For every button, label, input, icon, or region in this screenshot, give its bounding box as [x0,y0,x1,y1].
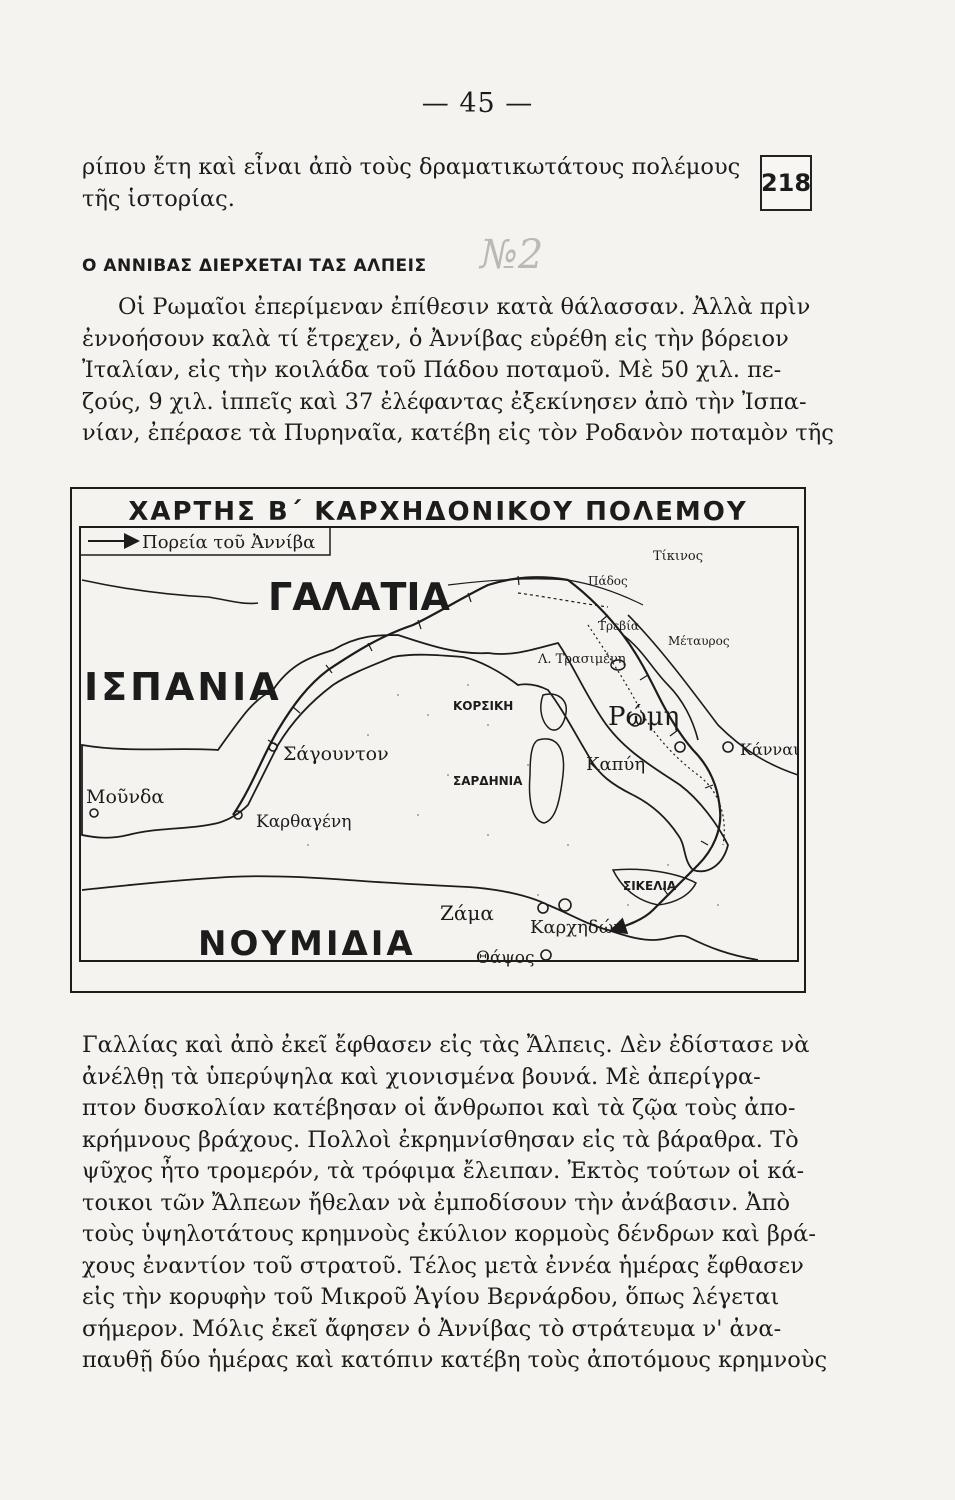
text-line: χους ἐναντίον τοῦ στρατοῦ. Τέλος μετὰ ἐννέα ἡμέρας ἔφθασεν [82,1252,804,1279]
text-line: ἀνέλθῃ τὰ ὑπερύψηλα καὶ χιονισμένα βουνά. Μὲ ἀπερίγρα- [82,1063,761,1090]
text-line: ζούς, 9 χιλ. ἱππεῖς καὶ 37 ἐλέφαντας ἐξεκίνησεν ἀπὸ τὴν Ἰσπα- [82,388,807,415]
handwritten-note: №2 [480,232,544,278]
map-legend-text: Πορεία τοῦ Ἀννίβα [142,532,316,553]
label-galatia: ΓΑΛΑΤΙΑ [268,575,450,619]
text-line: σήμερον. Μόλις ἐκεῖ ἄφησεν ὁ Ἀννίβας τὸ στράτευμα ν' ἀνα- [82,1315,782,1342]
text-line: Οἱ Ρωμαῖοι ἐπερίμεναν ἐπίθεσιν κατὰ θάλασσαν. Ἀλλὰ πρὶν [118,294,811,320]
text-line: τοὺς ὑψηλοτάτους κρημνοὺς ἐκύλιον κορμοὺς δένδρων καὶ βρά- [82,1221,816,1247]
text-line: Γαλλίας καὶ ἀπὸ ἐκεῖ ἔφθασεν εἰς τὰς Ἄλπεις. Δὲν ἐδίστασε νὰ [82,1032,810,1058]
label-korsiki: ΚΟΡΣΙΚΗ [453,699,514,713]
label-zama: Ζάμα [440,901,494,925]
label-karthagena: Καρθαγένη [256,812,352,832]
bay-of-biscay-coast [82,580,258,603]
text-line: ἐννοήσουν καλὰ τί ἔτρεχεν, ὁ Ἀννίβας εὑρέθη εἰς τὴν βόρειον [82,325,789,352]
label-trevia: Τρεβία [598,619,640,633]
text-line: ψῦχος ἦτο τρομερόν, τὰ τρόφιμα ἔλειπαν. Ἐκτὸς τούτων οἱ κά- [82,1158,805,1184]
historical-map [68,485,808,995]
label-thapsos: Θάψος [476,948,535,968]
label-trasimini: Λ. Τρασιμένη [538,652,626,667]
label-kannai: Κάνναι [740,740,800,759]
sagounton-marker [269,743,277,751]
kannai-marker [723,742,733,752]
label-romi: Ρώμη [608,702,680,732]
page-stamp: 218 [760,155,812,211]
label-mounda: Μοῦνδα [86,786,165,808]
paragraph-1 [82,292,834,450]
mounda-marker [90,809,98,817]
label-ispania: ΙΣΠΑΝΙΑ [84,665,282,709]
kapui-marker [675,742,685,752]
text-line: πτον δυσκολίαν κατέβησαν οἱ ἄνθρωποι καὶ τὰ ζῷα τοὺς ἀπο- [82,1095,796,1121]
text-line: νίαν, ἐπέρασε τὰ Πυρηναῖα, κατέβη εἰς τὸν Ροδανὸν ποταμὸν τῆς [82,420,834,446]
page-number: — 45 — [421,88,534,119]
thapsos-marker [541,950,551,960]
text-line: τῆς ἱστορίας. [82,185,235,212]
text-line: τοικοι τῶν Ἄλπεων ἤθελαν νὰ ἐμποδίσουν τὴν ἀνάβασιν. Ἀπὸ [82,1189,790,1216]
route-ticks [268,576,713,895]
intro-paragraph [82,152,741,215]
sardinia-island [530,739,564,823]
text-line: παυθῇ δύο ἡμέρας καὶ κατόπιν κατέβη τοὺς ἀποτόμους κρημνοὺς [82,1347,828,1373]
karchidon-marker [559,899,571,911]
text-line: ρίπου ἔτη καὶ εἶναι ἀπὸ τοὺς δραματικωτάτους πολέμους [82,154,741,180]
text-line: Ἰταλίαν, εἰς τὴν κοιλάδα τοῦ Πάδου ποταμοῦ. Μὲ 50 χιλ. πε- [82,357,782,383]
section-heading: Ο ΑΝΝΙΒΑΣ ΔΙΕΡΧΕΤΑΙ ΤΑΣ ΑΛΠΕΙΣ [82,256,427,276]
label-kapui: Καπύη [586,754,646,775]
label-metavros: Μέταυρος [668,634,730,648]
zama-marker [538,903,548,913]
label-pados: Πάδος [588,574,628,588]
paragraph-2 [82,1030,827,1377]
label-karchidon: Καρχηδών [530,917,625,938]
text-line: κρήμνους βράχους. Πολλοὶ ἐκρημνίσθησαν εἰς τὰ βάραθρα. Τὸ [82,1126,799,1153]
pados-river [518,593,608,607]
label-noumidia: ΝΟΥΜΙΔΙΑ [198,924,416,964]
label-sardinia: ΣΑΡΔΗΝΙΑ [453,774,523,788]
label-tikinos: Τίκινος [653,549,704,564]
label-sikelia: ΣΙΚΕΛΙΑ [623,879,677,893]
label-sagounton: Σάγουντον [283,743,389,765]
map-title: ΧΑΡΤΗΣ Β΄ ΚΑΡΧΗΔΟΝΙΚΟΥ ΠΟΛΕΜΟΥ [128,497,748,527]
text-line: εἰς τὴν κορυφὴν τοῦ Μικροῦ Ἁγίου Βερνάρδου, ὅπως λέγεται [82,1284,780,1310]
